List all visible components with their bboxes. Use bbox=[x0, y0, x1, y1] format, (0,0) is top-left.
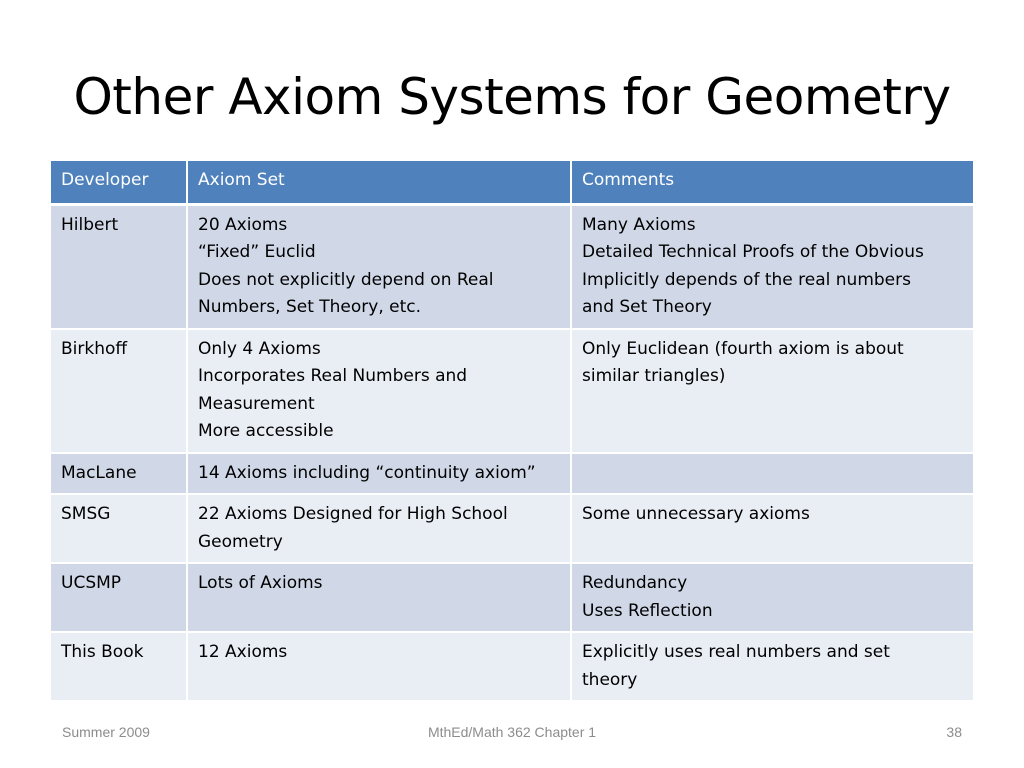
slide-title: Other Axiom Systems for Geometry bbox=[73, 68, 951, 126]
cell-line: Detailed Technical Proofs of the Obvious bbox=[582, 242, 924, 262]
cell-line: 20 Axioms bbox=[198, 214, 288, 235]
cell-line: Does not explicitly depend on Real bbox=[198, 269, 494, 290]
cell-comments bbox=[571, 329, 973, 453]
cell-axiom-set bbox=[187, 453, 571, 495]
cell-line: Implicitly depends of the real numbers bbox=[582, 269, 911, 290]
cell-line: Lots of Axioms bbox=[198, 573, 323, 593]
cell-line: Redundancy bbox=[582, 573, 688, 593]
table-row bbox=[51, 494, 973, 563]
cell-developer: SMSG bbox=[51, 494, 187, 563]
cell-line: “Fixed” Euclid bbox=[198, 242, 316, 262]
cell-line: Incorporates Real Numbers and bbox=[198, 366, 468, 386]
header-axiom-set: Axiom Set bbox=[187, 161, 571, 204]
cell-comments bbox=[571, 632, 973, 701]
cell-line: and Set Theory bbox=[582, 297, 712, 317]
cell-developer: Hilbert bbox=[51, 204, 187, 329]
cell-developer: Birkhoff bbox=[51, 329, 187, 453]
table-row bbox=[51, 329, 973, 453]
footer-date: Summer 2009 bbox=[62, 724, 150, 740]
cell-axiom-set bbox=[187, 494, 571, 563]
cell-line: Explicitly uses real numbers and set bbox=[582, 642, 890, 662]
cell-line: 14 Axioms including “continuity axiom” bbox=[198, 462, 536, 483]
cell-line: Measurement bbox=[198, 393, 315, 414]
cell-line: Numbers, Set Theory, etc. bbox=[198, 297, 422, 317]
cell-comments bbox=[571, 204, 973, 329]
cell-line: Geometry bbox=[198, 531, 283, 552]
cell-comments bbox=[571, 494, 973, 563]
cell-line: 12 Axioms bbox=[198, 642, 288, 662]
header-developer: Developer bbox=[51, 161, 187, 204]
cell-axiom-set bbox=[187, 563, 571, 632]
cell-line: Only Euclidean (fourth axiom is about bbox=[582, 338, 904, 359]
axiom-systems-table bbox=[51, 161, 973, 702]
cell-comments bbox=[571, 563, 973, 632]
cell-developer: This Book bbox=[51, 632, 187, 701]
table-row bbox=[51, 563, 973, 632]
cell-line: Some unnecessary axioms bbox=[582, 504, 810, 524]
cell-axiom-set bbox=[187, 329, 571, 453]
table-body bbox=[51, 204, 973, 701]
cell-line: similar triangles) bbox=[582, 366, 726, 386]
table-header-row bbox=[51, 161, 973, 204]
cell-developer: MacLane bbox=[51, 453, 187, 495]
cell-line: Many Axioms bbox=[582, 214, 696, 235]
table-row bbox=[51, 632, 973, 701]
cell-axiom-set bbox=[187, 204, 571, 329]
cell-line: theory bbox=[582, 669, 638, 690]
table-row bbox=[51, 204, 973, 329]
table-row bbox=[51, 453, 973, 495]
cell-axiom-set bbox=[187, 632, 571, 701]
cell-line: Only 4 Axioms bbox=[198, 338, 321, 359]
cell-line: Uses Reflection bbox=[582, 600, 713, 621]
cell-comments bbox=[571, 453, 973, 495]
cell-line: More accessible bbox=[198, 421, 334, 441]
slide-number: 38 bbox=[946, 724, 962, 740]
cell-developer: UCSMP bbox=[51, 563, 187, 632]
header-comments: Comments bbox=[571, 161, 973, 204]
cell-line: 22 Axioms Designed for High School bbox=[198, 504, 508, 524]
footer-course: MthEd/Math 362 Chapter 1 bbox=[427, 724, 597, 740]
